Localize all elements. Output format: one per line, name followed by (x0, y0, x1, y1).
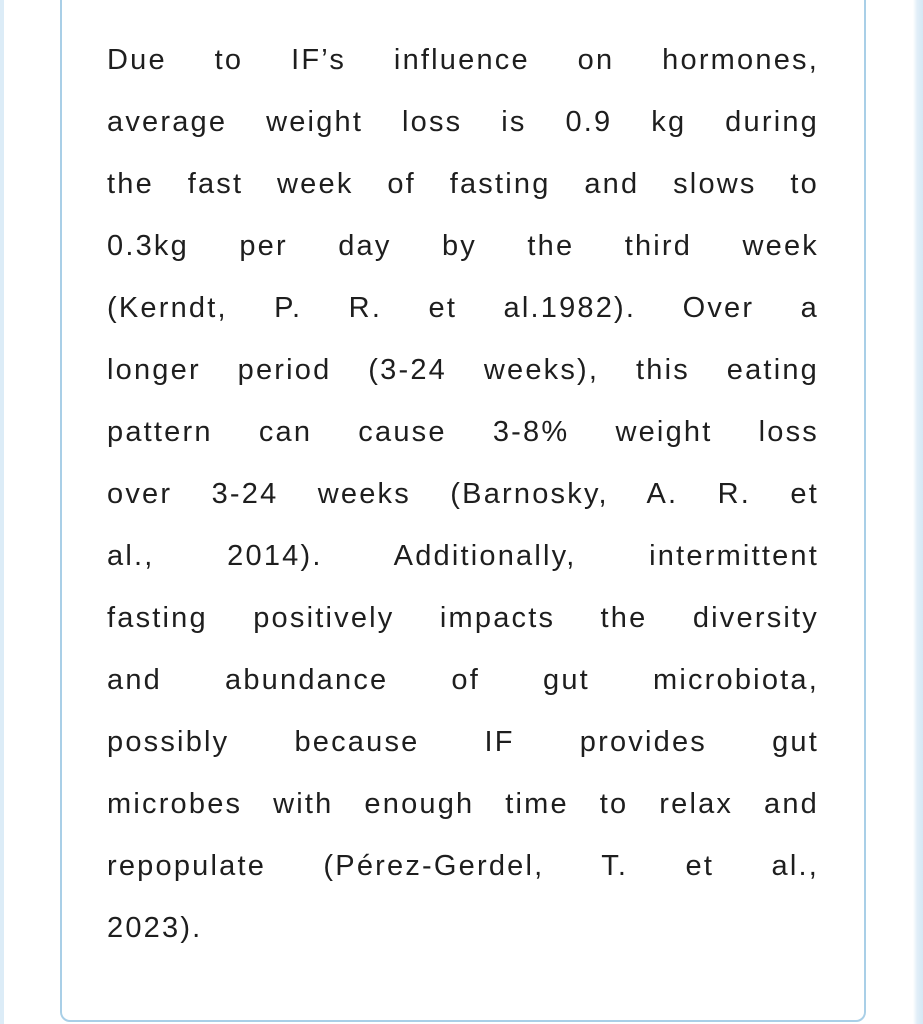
page-left-edge (0, 0, 4, 1024)
paragraph-line: repopulate (Pérez-Gerdel, T. et al., (107, 850, 819, 882)
paragraph-line: microbes with enough time to relax and (107, 788, 819, 820)
paragraph-line: 0.3kg per day by the third week (107, 230, 819, 262)
paragraph-line: pattern can cause 3-8% weight loss (107, 416, 819, 448)
paragraph-line: possibly because IF provides gut (107, 726, 819, 758)
paragraph-line: and abundance of gut microbiota, (107, 664, 819, 696)
paragraph-line: longer period (3-24 weeks), this eating (107, 354, 819, 386)
paragraph-line: average weight loss is 0.9 kg during (107, 106, 819, 138)
paragraph-line: (Kerndt, P. R. et al.1982). Over a (107, 292, 819, 324)
paragraph-line: Due to IF’s influence on hormones, (107, 44, 819, 76)
paragraph-line: al., 2014). Additionally, intermittent (107, 540, 819, 572)
body-paragraph (107, 38, 819, 968)
paragraph-line: over 3-24 weeks (Barnosky, A. R. et (107, 478, 819, 510)
paragraph-line: fasting positively impacts the diversity (107, 602, 819, 634)
paragraph-line: the fast week of fasting and slows to (107, 168, 819, 200)
paragraph-line: 2023). (107, 912, 203, 944)
page-right-edge (913, 0, 923, 1024)
